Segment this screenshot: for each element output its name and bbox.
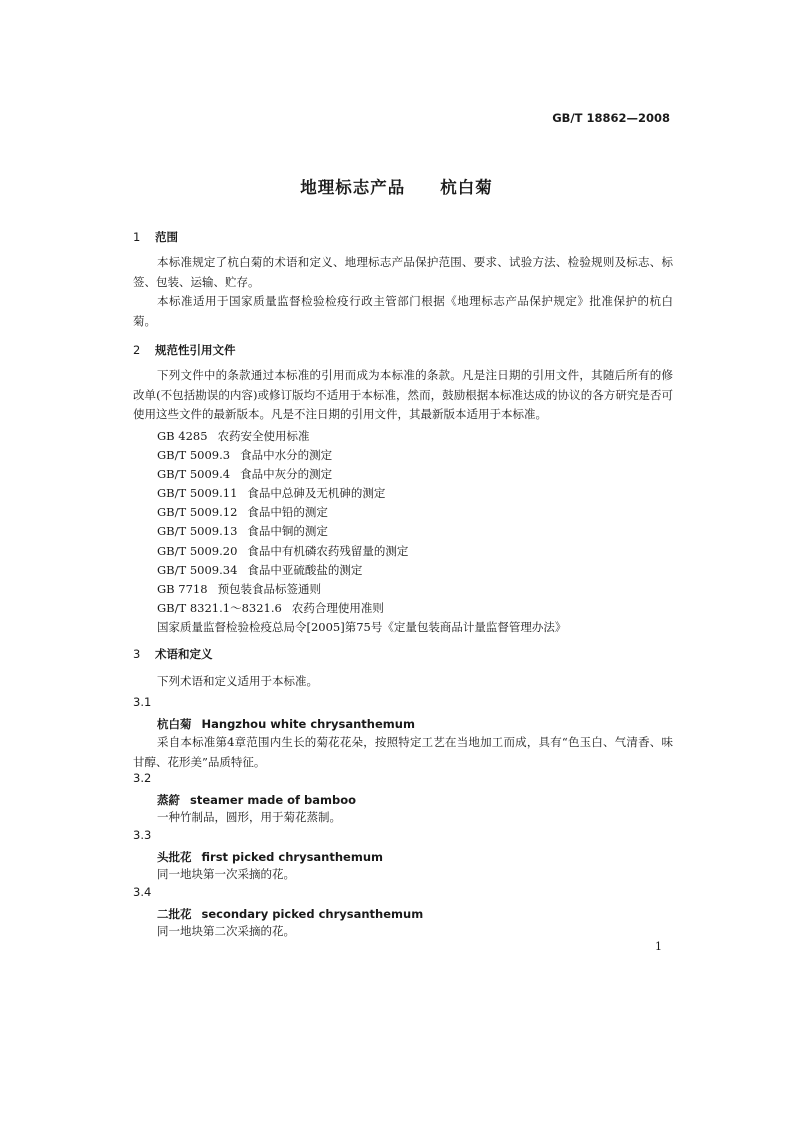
reference-name: 食品中灰分的测定 [240,467,333,481]
term-number: 3.3 [133,828,152,842]
title-part1: 地理标志产品 [300,178,406,197]
reference-code: GB 7718 [157,582,208,596]
term-title [157,849,383,865]
term-en: secondary picked chrysanthemum [201,907,424,921]
section-title: 规范性引用文件 [155,343,236,357]
section-title: 术语和定义 [155,647,213,661]
term-number: 3.2 [133,771,152,785]
references-intro: 下列文件中的条款通过本标准的引用而成为本标准的条款。凡是注日期的引用文件，其随后所有的修改单(不包括勘误的内容)或修订版均不适用于本标准，然而，鼓励根据本标准达成的协议的各方研究是否可使用这些文件的最新版本。凡是不注日期的引用文件，其最新版本适用于本标准。 [133,368,673,421]
term-title [157,792,356,808]
term-title [157,716,415,732]
scope-paragraph-2: 本标准适用于国家质量监督检验检疫行政主管部门根据《地理标志产品保护规定》批准保护的杭白菊。 [133,294,673,328]
term-number: 3.4 [133,885,152,899]
term-number: 3.1 [133,695,152,709]
reference-code: GB/T 5009.34 [157,563,238,577]
reference-name: 农药合理使用准则 [291,601,384,615]
term-en: first picked chrysanthemum [201,850,384,864]
reference-item [157,581,321,597]
term-definition: 同一地块第一次采摘的花。 [157,867,295,881]
term-zh: 头批花 [157,850,192,864]
reference-code: GB/T 8321.1～8321.6 [157,601,282,615]
term-definition: 一种竹制品，圆形，用于菊花蒸制。 [157,810,341,824]
title-part2: 杭白菊 [440,178,493,197]
reference-name: 预包装食品标签通则 [217,582,322,596]
section-number: 3 [133,647,141,661]
reference-decree: 国家质量监督检验检疫总局令[2005]第75号《定量包装商品计量监督管理办法》 [157,620,567,634]
term-en: Hangzhou white chrysanthemum [201,717,415,731]
reference-name: 食品中亚硫酸盐的测定 [247,563,363,577]
reference-name: 食品中水分的测定 [240,448,333,462]
reference-code: GB/T 5009.11 [157,486,238,500]
reference-code: GB/T 5009.12 [157,505,238,519]
term-title [157,906,423,922]
term-zh: 蒸䈙 [157,793,180,807]
page-number: 1 [655,940,662,953]
reference-item [157,523,328,539]
term-definition: 同一地块第二次采摘的花。 [157,924,295,938]
terms-intro: 下列术语和定义适用于本标准。 [157,674,318,688]
reference-item [157,485,385,501]
reference-code: GB/T 5009.13 [157,524,238,538]
term-zh: 杭白菊 [157,717,192,731]
reference-item [157,466,332,482]
term-zh: 二批花 [157,907,192,921]
reference-code: GB/T 5009.3 [157,448,231,462]
term-en: steamer made of bamboo [190,793,357,807]
reference-name: 农药安全使用标准 [217,429,310,443]
reference-code: GB/T 5009.4 [157,467,231,481]
reference-item [157,447,332,463]
document-title [0,174,793,198]
reference-name: 食品中铅的测定 [247,505,328,519]
reference-code: GB/T 5009.20 [157,544,238,558]
reference-name: 食品中总砷及无机砷的测定 [247,486,386,500]
section-heading-2 [133,342,236,358]
reference-item [157,600,384,616]
standard-number: GB/T 18862—2008 [552,111,670,125]
section-heading-3 [133,646,213,662]
reference-name: 食品中有机磷农药残留量的测定 [247,544,409,558]
section-title: 范围 [155,230,178,244]
reference-item [157,543,408,559]
section-heading-1 [133,229,178,245]
reference-code: GB 4285 [157,429,208,443]
term-definition: 采自本标准第4章范围内生长的菊花花朵，按照特定工艺在当地加工而成，具有“色玉白、气清香、味甘醇、花形美”品质特征。 [133,735,673,769]
reference-item [157,504,328,520]
scope-paragraph-1: 本标准规定了杭白菊的术语和定义、地理标志产品保护范围、要求、试验方法、检验规则及标志、标签、包装、运输、贮存。 [133,255,673,289]
section-number: 1 [133,230,141,244]
section-number: 2 [133,343,141,357]
reference-name: 食品中铜的测定 [247,524,328,538]
reference-item [157,562,362,578]
reference-item [157,428,310,444]
